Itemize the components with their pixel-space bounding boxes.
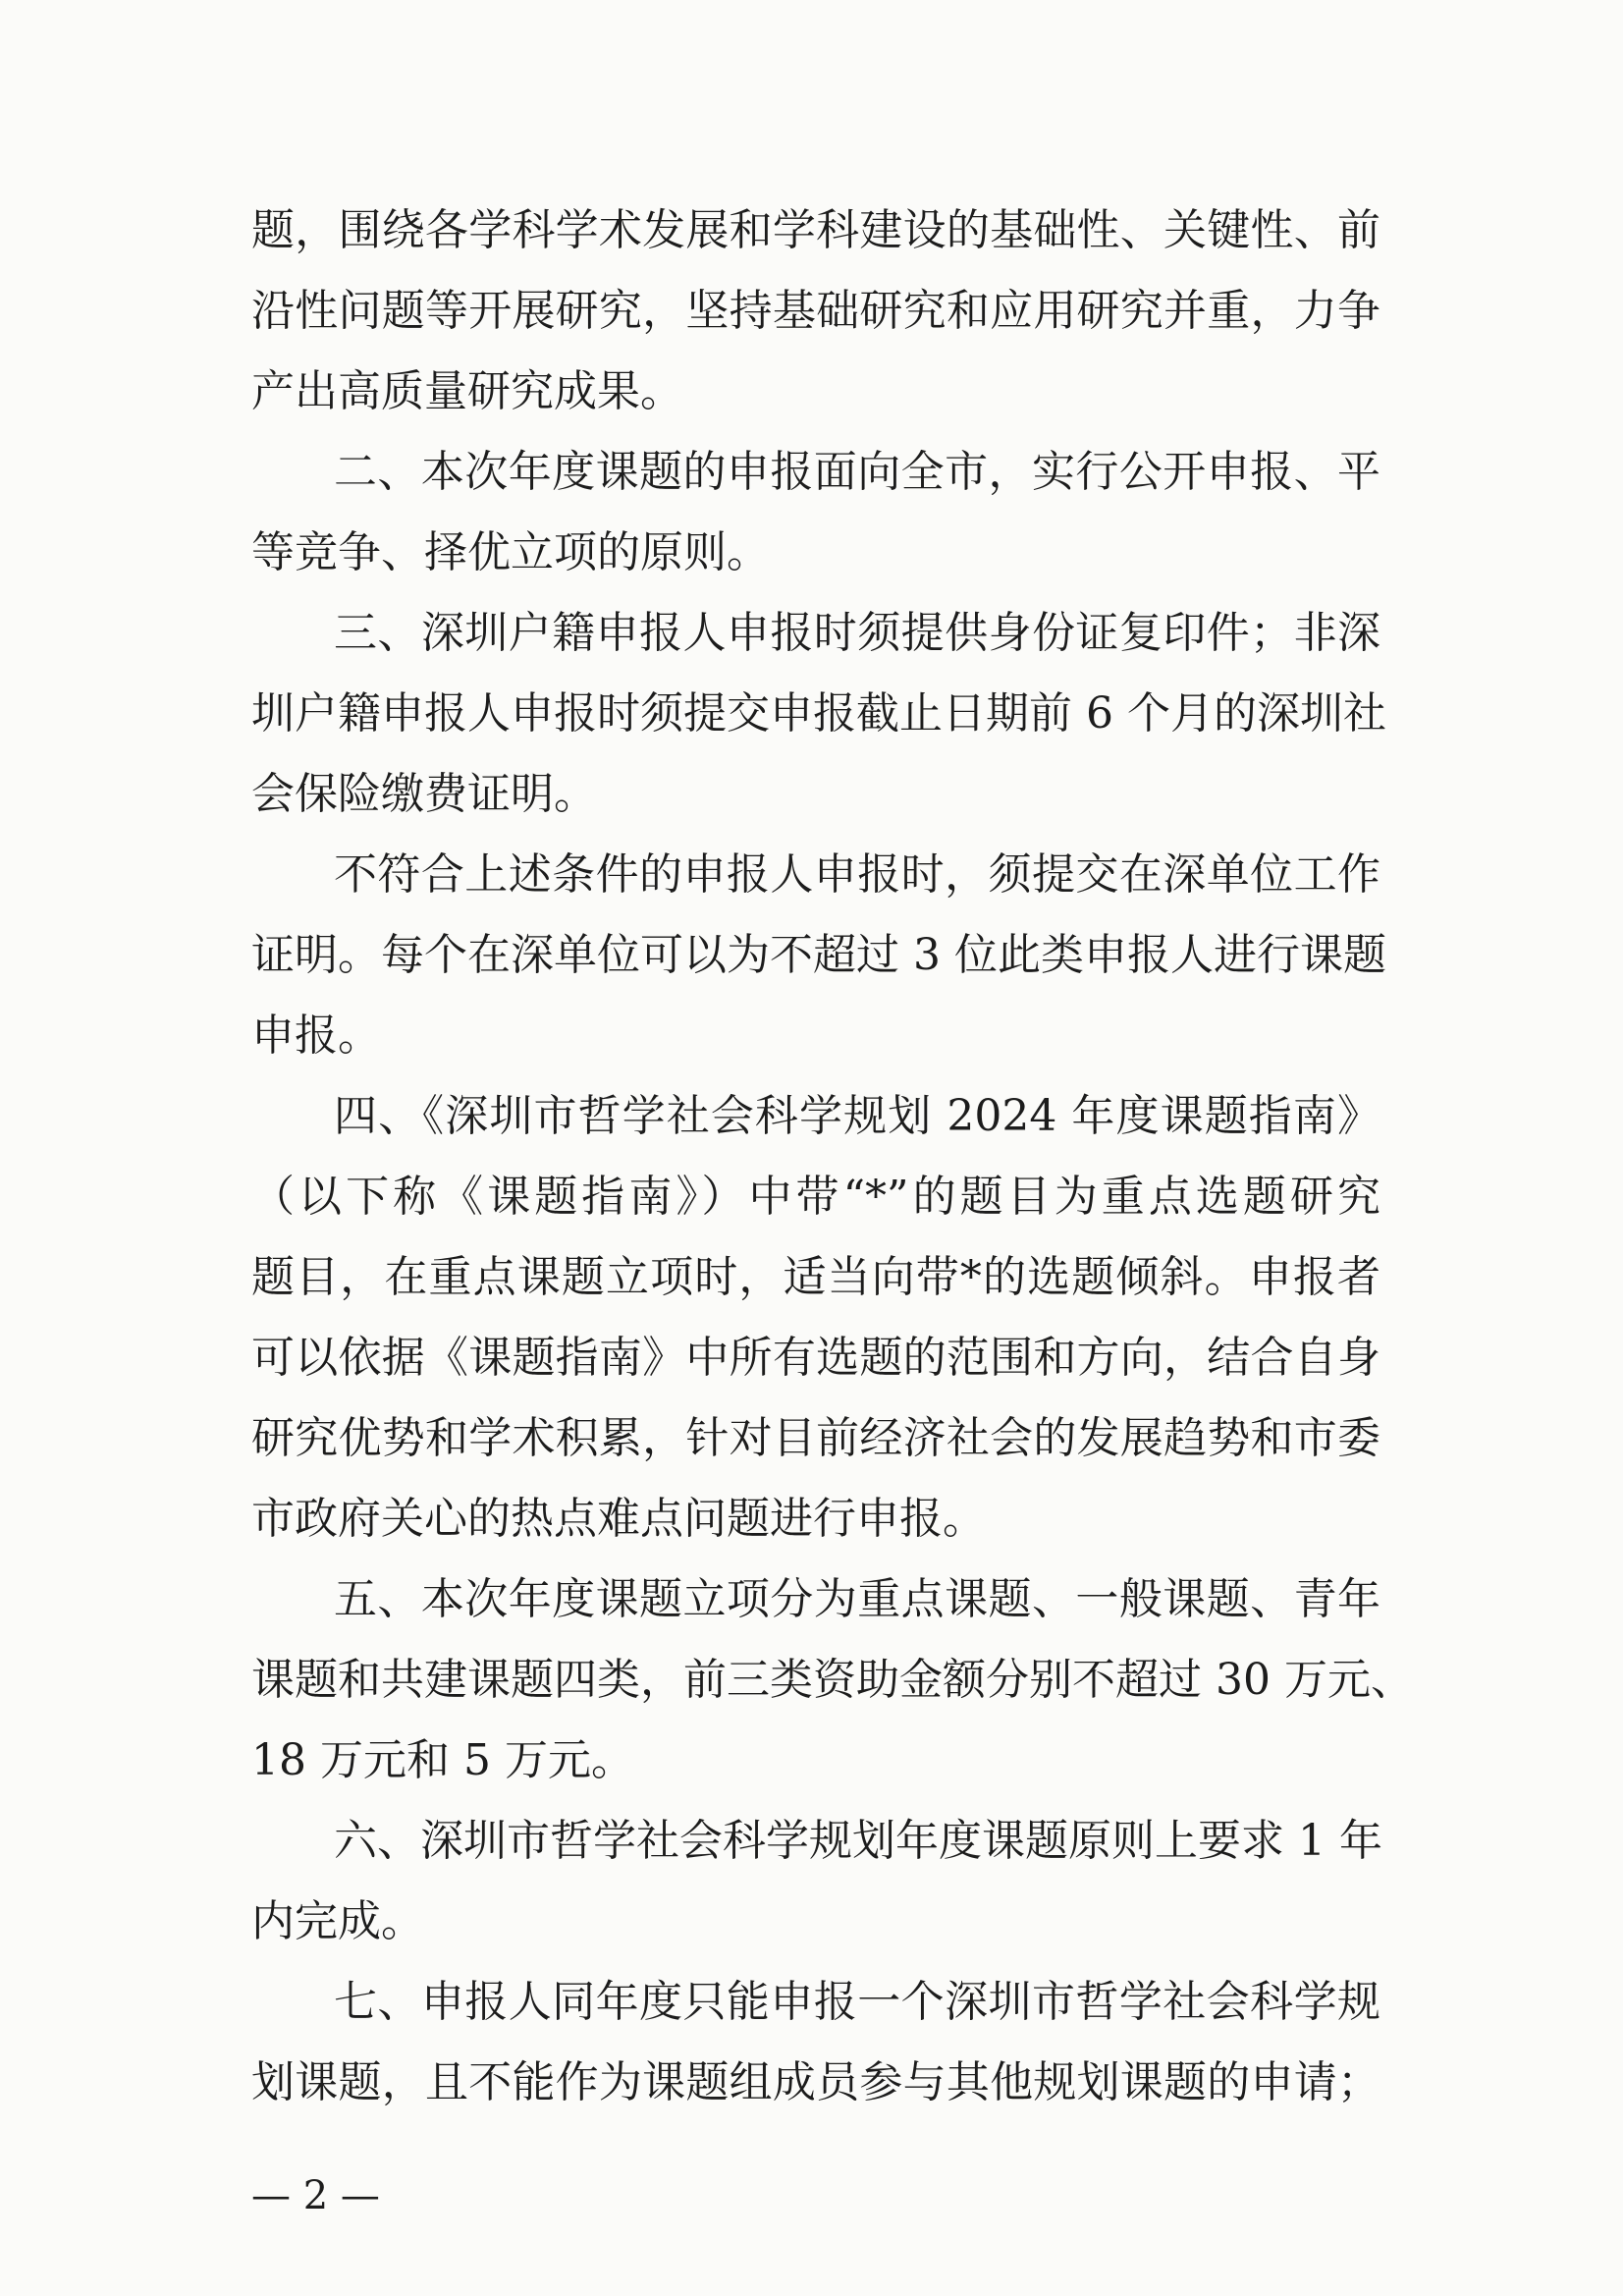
text-line-22: 内完成。 bbox=[251, 1896, 424, 1946]
text-line-23: 七、申报人同年度只能申报一个深圳市哲学社会科学规 bbox=[334, 1977, 1380, 2027]
page-number: — 2 — bbox=[251, 2173, 380, 2218]
text-line-10: 证明。每个在深单位可以为不超过 3 位此类申报人进行课题 bbox=[251, 930, 1386, 980]
text-line-18: 五、本次年度课题立项分为重点课题、一般课题、青年 bbox=[334, 1574, 1380, 1624]
text-line-24: 划课题，且不能作为课题组成员参与其他规划课题的申请； bbox=[251, 2057, 1380, 2107]
text-line-4: 二、本次年度课题的申报面向全市，实行公开申报、平 bbox=[334, 447, 1380, 497]
text-line-17: 市政府关心的热点难点问题进行申报。 bbox=[251, 1494, 986, 1544]
text-line-15: 可以依据《课题指南》中所有选题的范围和方向，结合自身 bbox=[251, 1333, 1380, 1383]
text-line-20: 18 万元和 5 万元。 bbox=[251, 1735, 634, 1785]
text-line-9: 不符合上述条件的申报人申报时，须提交在深单位工作 bbox=[334, 849, 1380, 900]
text-line-5: 等竞争、择优立项的原则。 bbox=[251, 527, 770, 577]
text-line-19: 课题和共建课题四类，前三类资助金额分别不超过 30 万元、 bbox=[251, 1655, 1414, 1705]
text-line-11: 申报。 bbox=[251, 1011, 381, 1061]
text-line-2: 沿性问题等开展研究，坚持基础研究和应用研究并重，力争 bbox=[251, 286, 1380, 336]
text-line-1: 题，围绕各学科学术发展和学科建设的基础性、关键性、前 bbox=[251, 205, 1380, 255]
text-line-13: （以下称《课题指南》）中带“*”的题目为重点选题研究 bbox=[251, 1172, 1380, 1222]
text-line-21: 六、深圳市哲学社会科学规划年度课题原则上要求 1 年 bbox=[334, 1816, 1382, 1866]
text-line-7: 圳户籍申报人申报时须提交申报截止日期前 6 个月的深圳社 bbox=[251, 688, 1386, 738]
text-line-6: 三、深圳户籍申报人申报时须提供身份证复印件；非深 bbox=[334, 608, 1380, 658]
text-line-14: 题目，在重点课题立项时，适当向带*的选题倾斜。申报者 bbox=[251, 1252, 1380, 1302]
text-line-8: 会保险缴费证明。 bbox=[251, 769, 597, 819]
text-line-3: 产出高质量研究成果。 bbox=[251, 366, 683, 416]
text-line-12: 四、《深圳市哲学社会科学规划 2024 年度课题指南》 bbox=[334, 1091, 1380, 1141]
text-line-16: 研究优势和学术积累，针对目前经济社会的发展趋势和市委 bbox=[251, 1413, 1380, 1463]
